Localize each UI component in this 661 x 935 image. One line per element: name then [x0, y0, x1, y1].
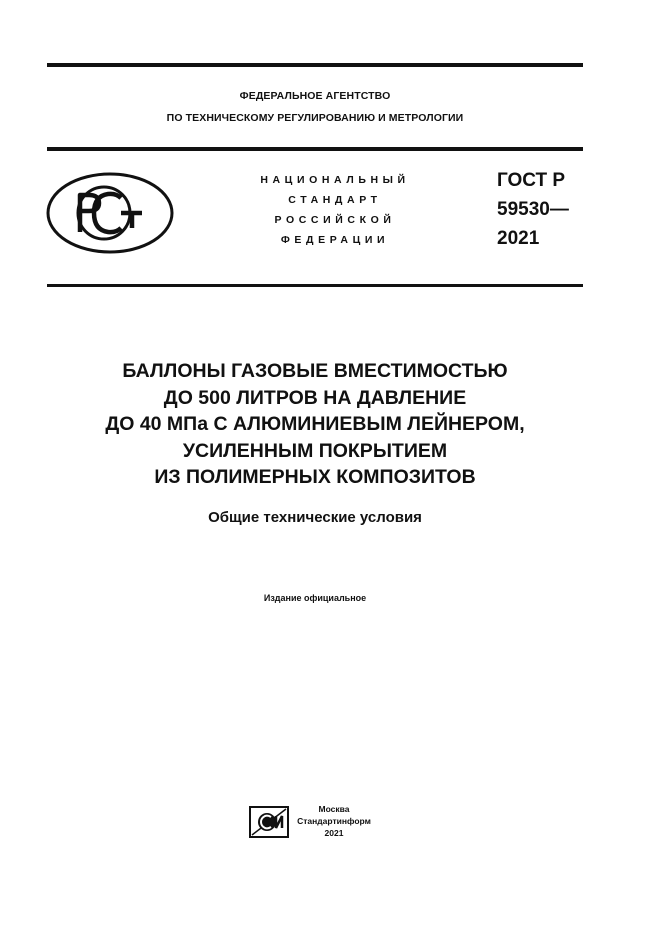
title-line-3: ДО 40 МПа С АЛЮМИНИЕВЫМ ЛЕЙНЕРОМ,: [105, 413, 525, 435]
standard-number: [497, 166, 569, 253]
national-standard-label: [225, 170, 445, 250]
publisher-year: 2021: [324, 828, 344, 838]
title-rule: [47, 284, 583, 287]
document-subtitle: Общие технические условия: [208, 509, 422, 526]
standartinform-logo: [249, 806, 289, 838]
natstd-line-2: СТАНДАРТ: [288, 194, 382, 206]
publisher-name: Стандартинформ: [297, 816, 371, 826]
stdnum-line-3: 2021: [497, 228, 540, 249]
publisher-city: Москва: [318, 804, 350, 814]
natstd-line-4: ФЕДЕРАЦИИ: [280, 234, 390, 246]
header-rule: [47, 147, 583, 151]
agency-name-line-2: ПО ТЕХНИЧЕСКОМУ РЕГУЛИРОВАНИЮ И МЕТРОЛОГИИ: [166, 112, 464, 124]
title-line-2: ДО 500 ЛИТРОВ НА ДАВЛЕНИЕ: [163, 386, 467, 409]
title-line-5: ИЗ ПОЛИМЕРНЫХ КОМПОЗИТОВ: [154, 466, 476, 488]
title-line-1: БАЛЛОНЫ ГАЗОВЫЕ ВМЕСТИМОСТЬЮ: [122, 360, 508, 382]
publisher-info: [294, 803, 374, 839]
gost-r-logo: [46, 172, 174, 254]
top-rule: [47, 63, 583, 67]
agency-name-line-1: ФЕДЕРАЛЬНОЕ АГЕНТСТВО: [239, 90, 391, 102]
natstd-line-1: НАЦИОНАЛЬНЫЙ: [260, 174, 410, 186]
document-title: [47, 358, 583, 491]
natstd-line-3: РОССИЙСКОЙ: [274, 214, 396, 226]
edition-label: Издание официальное: [263, 593, 367, 603]
stdnum-line-1: ГОСТ Р: [497, 170, 566, 191]
title-line-4: УСИЛЕННЫМ ПОКРЫТИЕМ: [182, 439, 448, 462]
stdnum-line-2: 59530—: [497, 199, 569, 220]
